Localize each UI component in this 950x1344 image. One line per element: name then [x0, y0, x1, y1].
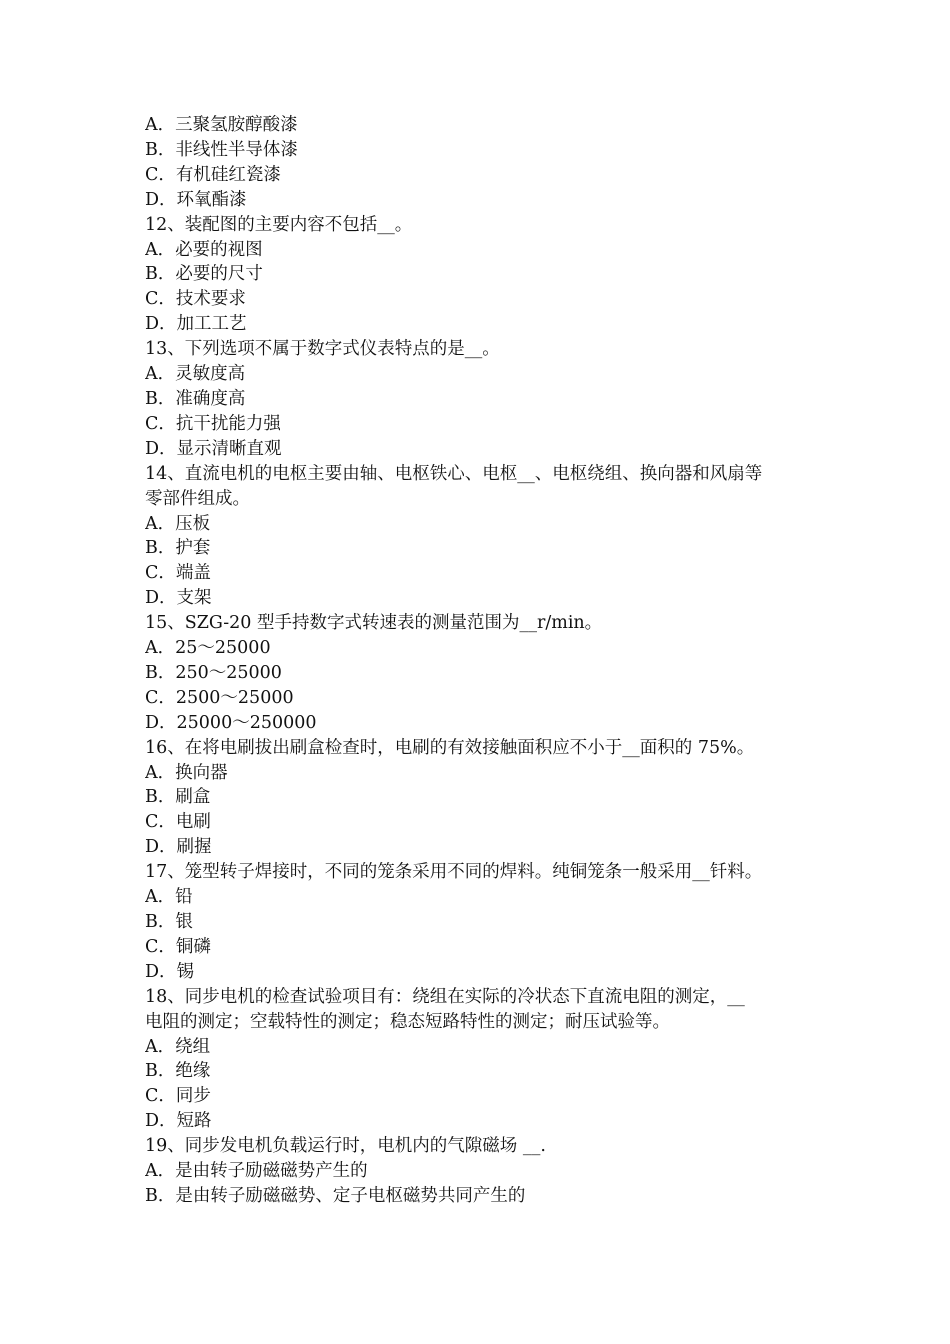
question-14: 14、直流电机的电枢主要由轴、电枢铁心、电枢__、电枢绕组、换向器和风扇等: [145, 463, 763, 484]
option-line: C．技术要求: [145, 289, 246, 310]
option-line: B．是由转子励磁磁势、定子电枢磁势共同产生的: [145, 1185, 526, 1206]
option-line: D．刷握: [145, 837, 212, 858]
option-line: C．同步: [145, 1086, 211, 1107]
question-16: 16、在将电刷拔出刷盒检查时，电刷的有效接触面积应不小于__面积的 75%。: [145, 737, 755, 758]
option-line: C．铜磷: [145, 936, 211, 957]
option-line: D．加工工艺: [145, 314, 247, 335]
option-line: D．25000～250000: [145, 712, 317, 733]
option-line: A．铅: [145, 887, 193, 908]
option-line: D．锡: [145, 961, 195, 982]
option-line: A．是由转子励磁磁势产生的: [145, 1161, 368, 1182]
option-line: B．必要的尺寸: [145, 264, 263, 285]
question-18-continued: 电阻的测定；空载特性的测定；稳态短路特性的测定；耐压试验等。: [145, 1011, 670, 1032]
option-line: A．换向器: [145, 762, 228, 783]
question-14-continued: 零部件组成。: [145, 488, 250, 509]
option-line: A．压板: [145, 513, 211, 534]
option-line: D．环氧酯漆: [145, 189, 247, 210]
question-19: 19、同步发电机负载运行时，电机内的气隙磁场 __.: [145, 1136, 546, 1157]
question-18: 18、同步电机的检查试验项目有：绕组在实际的冷状态下直流电阻的测定，__: [145, 986, 745, 1007]
question-15: 15、SZG-20 型手持数字式转速表的测量范围为__r/min。: [145, 613, 603, 634]
question-list: [145, 113, 815, 1209]
option-line: D．短路: [145, 1111, 212, 1132]
option-line: B．刷盒: [145, 787, 211, 808]
option-line: A．三聚氢胺醇酸漆: [145, 115, 298, 135]
option-line: C．抗干扰能力强: [145, 413, 281, 434]
option-line: B．250～25000: [145, 662, 282, 683]
option-line: C．有机硅红瓷漆: [145, 164, 281, 185]
question-13: 13、下列选项不属于数字式仪表特点的是__。: [145, 339, 500, 360]
question-17: 17、笼型转子焊接时，不同的笼条采用不同的焊料。纯铜笼条一般采用__钎料。: [145, 862, 763, 883]
option-line: B．非线性半导体漆: [145, 139, 298, 160]
option-line: D．支架: [145, 588, 212, 609]
option-line: A．灵敏度高: [145, 364, 246, 385]
option-line: A．25～25000: [145, 638, 271, 659]
option-line: B．准确度高: [145, 388, 246, 409]
option-line: B．银: [145, 912, 193, 932]
option-line: C．2500～25000: [145, 687, 294, 708]
option-line: C．端盖: [145, 563, 211, 584]
question-12: 12、装配图的主要内容不包括__。: [145, 214, 413, 235]
option-line: A．绕组: [145, 1036, 211, 1057]
option-line: B．护套: [145, 538, 211, 559]
option-line: C．电刷: [145, 812, 211, 833]
option-line: D．显示清晰直观: [145, 438, 282, 459]
option-line: A．必要的视图: [145, 239, 263, 260]
option-line: B．绝缘: [145, 1061, 211, 1082]
